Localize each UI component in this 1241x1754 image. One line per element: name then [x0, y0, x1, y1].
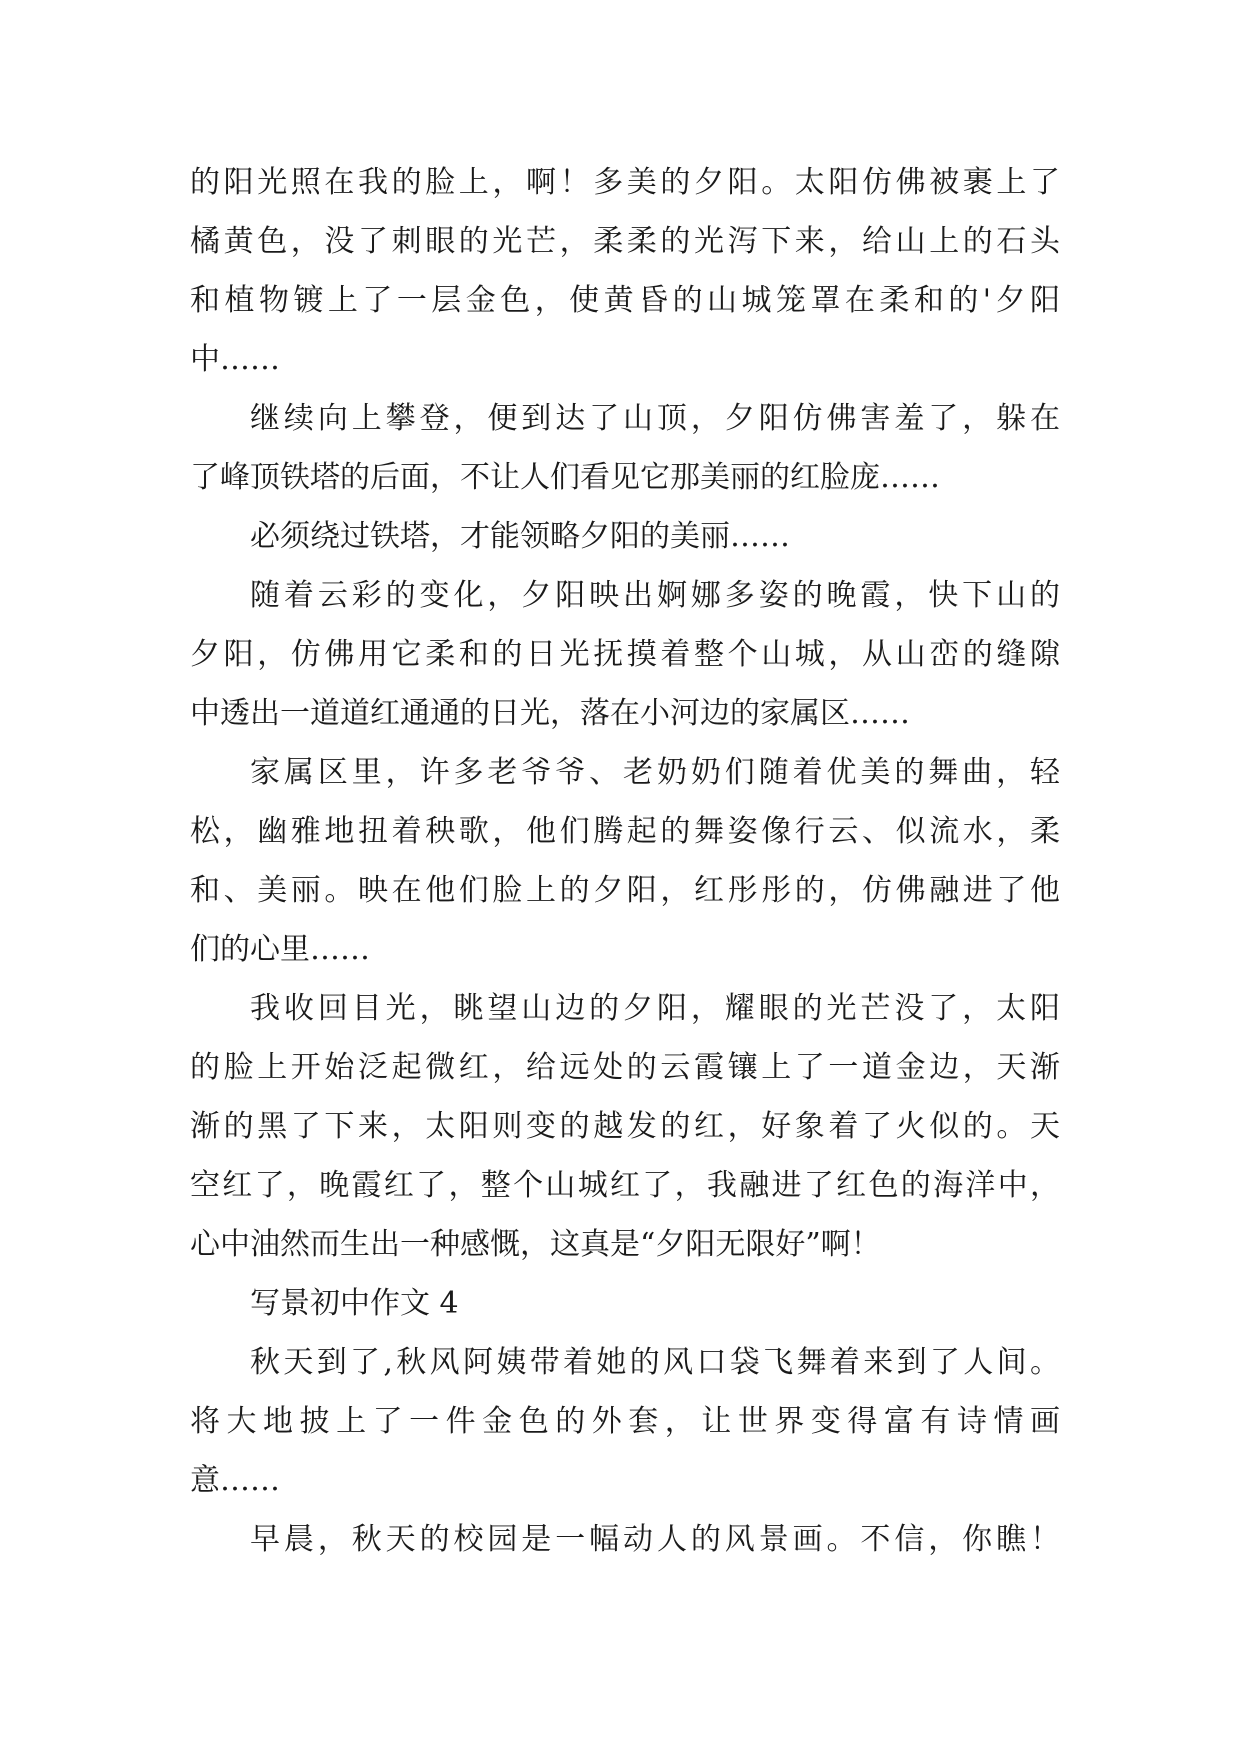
- text-line: 空红了，晚霞红了，整个山城红了，我融进了红色的海洋中，: [190, 1168, 1060, 1203]
- text-line: 了峰顶铁塔的后面，不让人们看见它那美丽的红脸庞……: [190, 460, 940, 495]
- text-line: 和、美丽。映在他们脸上的夕阳，红彤彤的，仿佛融进了他: [190, 873, 1060, 908]
- text-line: 我收回目光，眺望山边的夕阳，耀眼的光芒没了，太阳: [250, 991, 1060, 1026]
- text-line: 们的心里……: [190, 932, 370, 967]
- text-line: 松，幽雅地扭着秧歌，他们腾起的舞姿像行云、似流水，柔: [190, 814, 1060, 849]
- text-line: 夕阳，仿佛用它柔和的日光抚摸着整个山城，从山峦的缝隙: [190, 637, 1060, 672]
- text-line: 随着云彩的变化，夕阳映出婀娜多姿的晚霞，快下山的: [250, 578, 1060, 613]
- text-line: 中……: [190, 342, 280, 377]
- text-line: 将大地披上了一件金色的外套，让世界变得富有诗情画: [190, 1404, 1060, 1439]
- text-line: 意……: [190, 1463, 280, 1498]
- text-line: 的脸上开始泛起微红，给远处的云霞镶上了一道金边，天渐: [190, 1050, 1060, 1085]
- text-line: 的阳光照在我的脸上，啊！多美的夕阳。太阳仿佛被裹上了: [190, 165, 1060, 200]
- text-line: 心中油然而生出一种感慨，这真是“夕阳无限好”啊！: [190, 1227, 881, 1262]
- text-line: 渐的黑了下来，太阳则变的越发的红，好象着了火似的。天: [190, 1109, 1060, 1144]
- text-line: 秋天到了,秋风阿姨带着她的风口袋飞舞着来到了人间。: [250, 1345, 1060, 1380]
- text-line: 和植物镀上了一层金色，使黄昏的山城笼罩在柔和的'夕阳: [190, 283, 1060, 318]
- text-line: 写景初中作文 4: [250, 1286, 459, 1321]
- text-line: 必须绕过铁塔，才能领略夕阳的美丽……: [250, 519, 790, 554]
- document-body: [190, 153, 1060, 1569]
- text-line: 家属区里，许多老爷爷、老奶奶们随着优美的舞曲，轻: [250, 755, 1060, 790]
- text-line: 早晨，秋天的校园是一幅动人的风景画。不信，你瞧！: [250, 1522, 1060, 1557]
- text-line: 继续向上攀登，便到达了山顶，夕阳仿佛害羞了，躲在: [250, 401, 1060, 436]
- text-line: 橘黄色，没了刺眼的光芒，柔柔的光泻下来，给山上的石头: [190, 224, 1060, 259]
- text-line: 中透出一道道红通通的日光，落在小河边的家属区……: [190, 696, 910, 731]
